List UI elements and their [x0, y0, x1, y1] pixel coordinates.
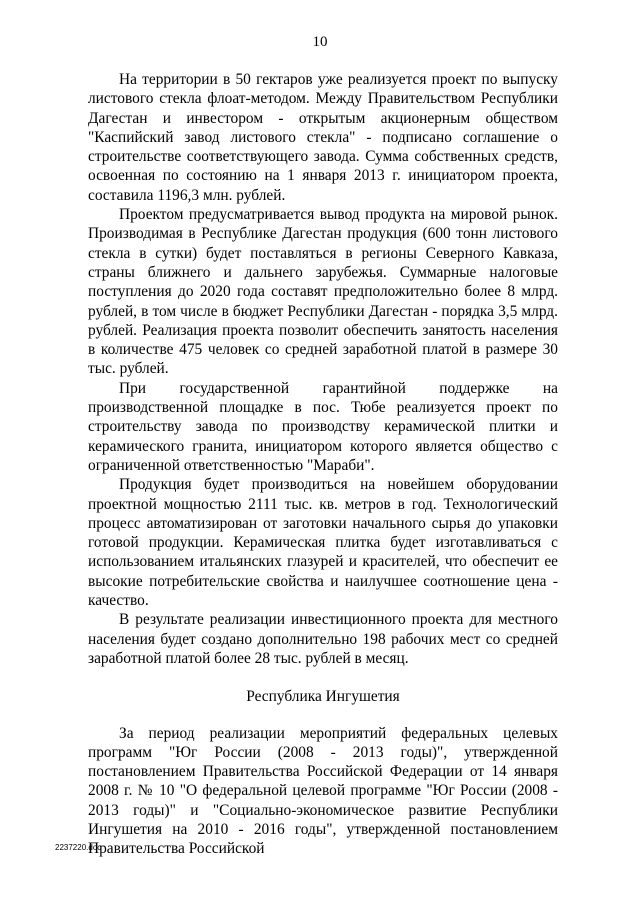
- section-heading: Республика Ингушетия: [246, 688, 400, 706]
- paragraph-jobs: В результате реализации инвестиционного проекта для местного населения будет создано дополнительно 198 рабочих мест со средней заработной платой более 28 тыс. рублей в месяц.: [88, 611, 558, 667]
- paragraph-world-market: Проектом предусматривается вывод продукта на мировой рынок. Производимая в Республике Дагестан продукция (600 тонн листового стекла в сутки) будет поставляться в регионы Северного Кавказа, страны ближнего и дальнего зарубежья. Суммарные налоговые поступления до 2020 года составят предположительно более 8 млрд. рублей, в том числе в бюджет Республики Дагестан - порядка 3,5 млрд. рублей. Реализация проекта позволит обеспечить занятость населения в количестве 475 человек со средней заработной платой в размере 30 тыс. рублей.: [88, 206, 558, 378]
- document-file-code: 2237220.doc: [55, 843, 102, 852]
- paragraph-ceramic-plant: При государственной гарантийной поддержке на производственной площадке в пос. Тюбе реализуется проект по строительству завода по производству керамической плитки и керамического гранита, инициатором которого является общество с ограниченной ответственностью "Мараби".: [88, 379, 558, 474]
- paragraph-production-capacity: Продукция будет производиться на новейшем оборудовании проектной мощностью 2111 тыс. кв. метров в год. Технологический процесс автоматизирован от заготовки начального сырья до упаковки готовой продукции. Керамическая плитка будет изготавливаться с использованием итальянских глазурей и красителей, что обеспечит ее высокие потребительские свойства и наилучшее соотношение цена - качество.: [88, 476, 558, 610]
- page-number: 10: [312, 34, 328, 50]
- paragraph-federal-programs: За период реализации мероприятий федеральных целевых программ "Юг России (2008 - 2013 годы)", утвержденной постановлением Правительства Российской Федерации от 14 января 2008 г. № 10 "О федеральной целевой программе "Юг России (2008 - 2013 годы)" и "Социально-экономическое развитие Республики Ингушетия на 2010 - 2016 годы", утвержденной постановлением Правительства Российской: [88, 724, 558, 858]
- document-body: [88, 70, 558, 859]
- paragraph-glass-plant: На территории в 50 гектаров уже реализуется проект по выпуску листового стекла флоат-методом. Между Правительством Республики Дагестан и инвестором - открытым акционерным обществом "Каспийский завод листового стекла" - подписано соглашение о строительстве соответствующего завода. Сумма собственных средств, освоенная по состоянию на 1 января 2013 г. инициатором проекта, составила 1196,3 млн. рублей.: [88, 71, 558, 204]
